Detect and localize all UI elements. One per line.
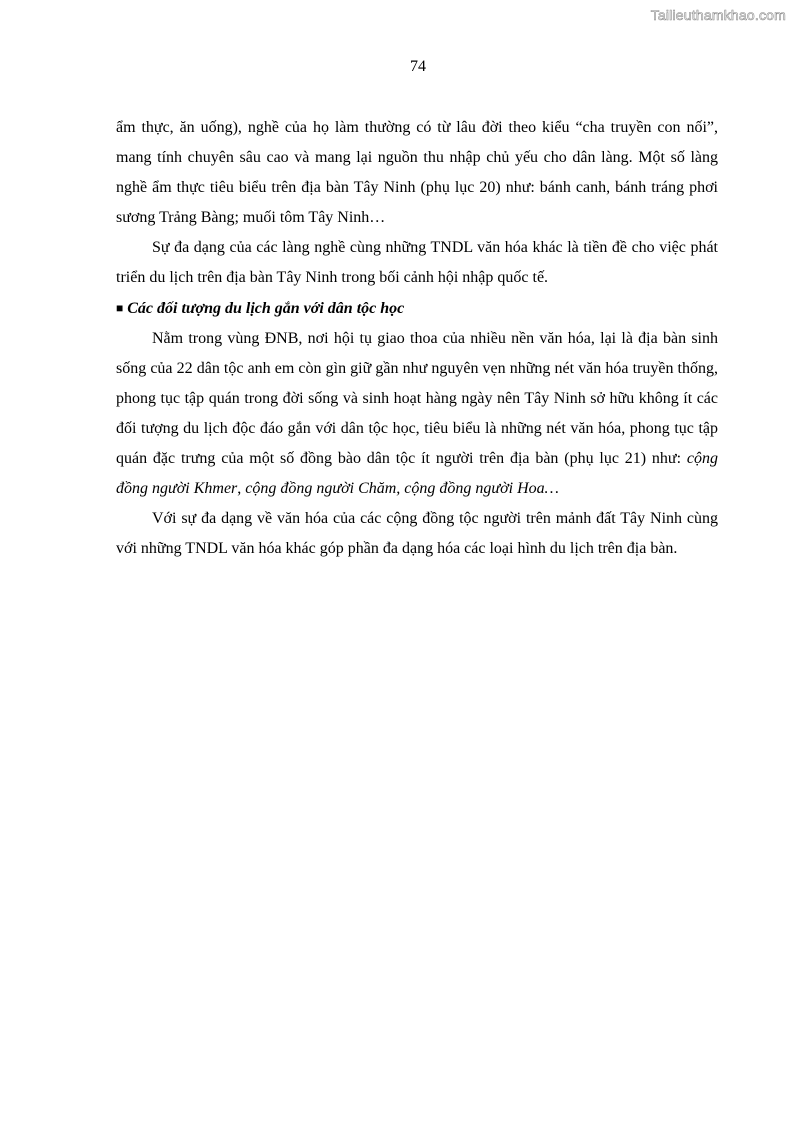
paragraph-3-text: Nằm trong vùng ĐNB, nơi hội tụ giao thoa của nhiều nền văn hóa, lại là địa bàn sinh sống của 22 dân tộc anh em còn gìn giữ gần như nguyên vẹn những nét văn hóa truyền thống, phong tục tập quán trong đời sống và sinh hoạt hàng ngày nên Tây Ninh sở hữu không ít các đối tượng du lịch độc đáo gắn với dân tộc học, tiêu biểu là những nét văn hóa, phong tục tập quán đặc trưng của một số đồng bào dân tộc ít người trên địa bàn (phụ lục 21) như: bbox=[116, 330, 718, 467]
square-bullet-icon: ■ bbox=[116, 301, 124, 315]
paragraph-3 bbox=[116, 324, 718, 504]
paragraph-2: Sự đa dạng của các làng nghề cùng những TNDL văn hóa khác là tiền đề cho việc phát triển du lịch trên địa bàn Tây Ninh trong bối cảnh hội nhập quốc tế. bbox=[116, 239, 718, 286]
section-heading-text: Các đối tượng du lịch gắn với dân tộc học bbox=[127, 300, 405, 317]
paragraph-4: Với sự đa dạng về văn hóa của các cộng đồng tộc người trên mảnh đất Tây Ninh cùng với những TNDL văn hóa khác góp phần đa dạng hóa các loại hình du lịch trên địa bàn. bbox=[116, 510, 718, 557]
page-number: 74 bbox=[410, 58, 426, 75]
section-heading bbox=[116, 293, 718, 324]
paragraph-1: ẩm thực, ăn uống), nghề của họ làm thường có từ lâu đời theo kiểu “cha truyền con nối”, mang tính chuyên sâu cao và mang lại nguồn thu nhập chủ yếu cho dân làng. Một số làng nghề ẩm thực tiêu biểu trên địa bàn Tây Ninh (phụ lục 20) như: bánh canh, bánh tráng phơi sương Trảng Bàng; muối tôm Tây Ninh… bbox=[116, 119, 718, 226]
document-body bbox=[116, 113, 718, 564]
paragraph-3-separator: , bbox=[237, 480, 246, 497]
watermark-text: Tailieuthamkhao.com bbox=[650, 7, 786, 23]
paragraph-3-italic-khmer: cộng đồng người Khmer bbox=[116, 450, 718, 497]
paragraph-3-italic-cham-hoa: cộng đồng người Chăm, cộng đồng người Hoa… bbox=[245, 480, 559, 497]
